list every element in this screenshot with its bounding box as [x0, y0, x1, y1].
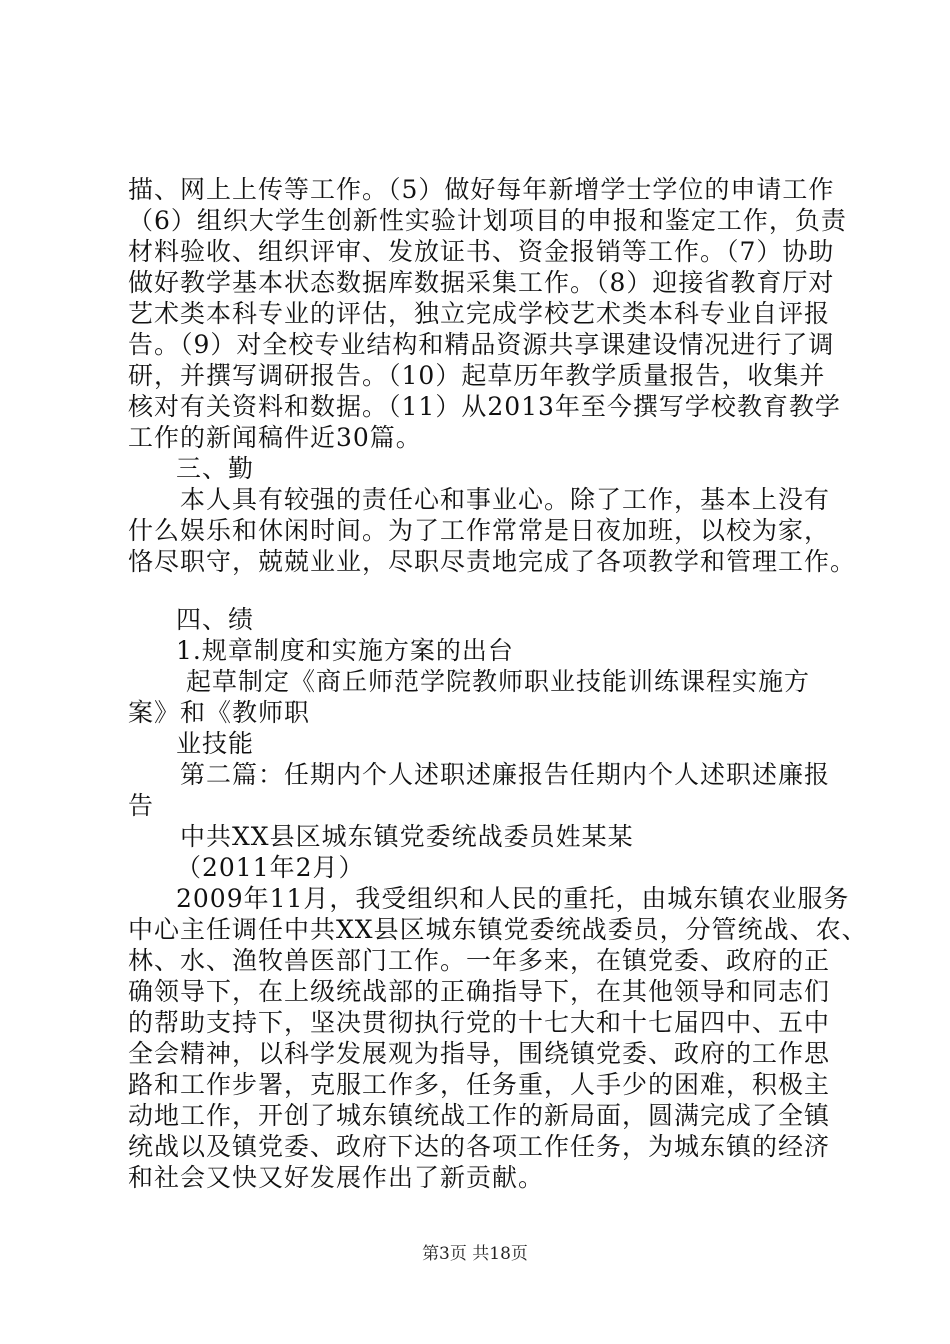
text-line: 和社会又快又好发展作出了新贡献。	[128, 1163, 545, 1192]
text-line: 2009年11月，我受组织和人民的重托，由城东镇农业服务	[176, 884, 850, 913]
text-line: 的帮助支持下，坚决贯彻执行党的十七大和十七届四中、五中	[128, 1008, 831, 1037]
text-line: 艺术类本科专业的评估，独立完成学校艺术类本科专业自评报	[128, 299, 831, 328]
text-line: 统战以及镇党委、政府下达的各项工作任务，为城东镇的经济	[128, 1132, 831, 1161]
section-heading: 四、绩	[176, 605, 255, 634]
text-line: 恪尽职守，兢兢业业，尽职尽责地完成了各项教学和管理工作。	[128, 547, 857, 576]
text-line: 路和工作步署，克服工作多，任务重，人手少的困难，积极主	[128, 1070, 831, 1099]
text-line: 核对有关资料和数据。（11）从2013年至今撰写学校教育教学	[128, 392, 841, 421]
text-line: 林、水、渔牧兽医部门工作。一年多来，在镇党委、政府的正	[128, 946, 831, 975]
date-line: （2011年2月）	[176, 853, 365, 882]
text-line: 全会精神，以科学发展观为指导，围绕镇党委、政府的工作思	[128, 1039, 831, 1068]
article-title: 第二篇：任期内个人述职述廉报告任期内个人述职述廉报	[180, 760, 831, 789]
text-line: （6）组织大学生创新性实验计划项目的申报和鉴定工作，负责	[128, 206, 847, 235]
text-line: 什么娱乐和休闲时间。为了工作常常是日夜加班，以校为家，	[128, 516, 831, 545]
page-number: 第3页 共18页	[422, 1244, 528, 1264]
text-line: 工作的新闻稿件近30篇。	[128, 423, 422, 452]
text-line: 确领导下，在上级统战部的正确指导下，在其他领导和同志们	[128, 977, 831, 1006]
text-line: 本人具有较强的责任心和事业心。除了工作，基本上没有	[180, 485, 831, 514]
text-line: 做好教学基本状态数据库数据采集工作。（8）迎接省教育厅对	[128, 268, 835, 297]
text-line: 描、网上上传等工作。（5）做好每年新增学士学位的申请工作	[128, 175, 835, 204]
article-title-cont: 告	[128, 791, 155, 820]
section-heading: 三、勤	[176, 454, 255, 483]
subsection-heading: 1.规章制度和实施方案的出台	[176, 636, 514, 665]
text-line: 材料验收、组织评审、发放证书、资金报销等工作。（7）协助	[128, 237, 835, 266]
text-line: 中心主任调任中共XX县区城东镇党委统战委员，分管统战、农、	[128, 915, 868, 944]
text-line: 研，并撰写调研报告。（10）起草历年教学质量报告，收集并	[128, 361, 826, 390]
author-line: 中共XX县区城东镇党委统战委员姓某某	[180, 822, 634, 851]
text-line: 告。（9）对全校专业结构和精品资源共享课建设情况进行了调	[128, 330, 835, 359]
text-line: 业技能	[176, 729, 255, 758]
text-line: 动地工作，开创了城东镇统战工作的新局面，圆满完成了全镇	[128, 1101, 831, 1130]
text-line: 案》和《教师职	[128, 698, 311, 727]
text-line: 起草制定《商丘师范学院教师职业技能训练课程实施方	[186, 667, 811, 696]
